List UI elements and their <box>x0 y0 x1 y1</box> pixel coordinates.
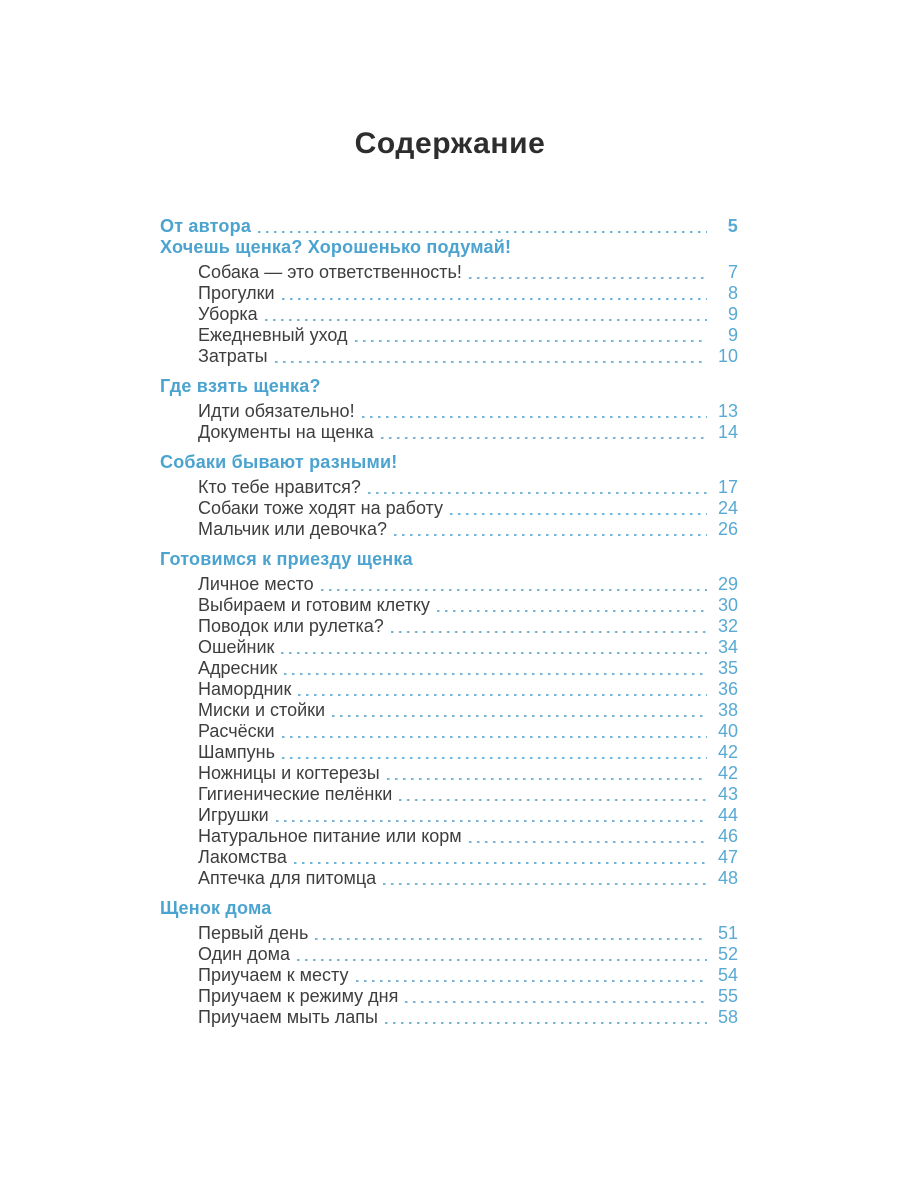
toc-section <box>160 376 738 443</box>
dot-leader <box>282 736 707 739</box>
page-number: 43 <box>717 784 738 804</box>
toc-entry <box>160 401 738 422</box>
page-number: 51 <box>717 923 738 943</box>
toc-entry-label: Шампунь <box>198 742 275 762</box>
page-number: 34 <box>717 637 738 657</box>
dot-leader <box>332 715 707 718</box>
section-title: Собаки бывают разными! <box>160 452 398 472</box>
page-number: 46 <box>717 826 738 846</box>
page-number: 44 <box>717 805 738 825</box>
toc-entry-label: Намордник <box>198 679 292 699</box>
page-number: 30 <box>717 595 738 615</box>
toc-entry <box>160 262 738 283</box>
toc-section-header <box>160 452 738 473</box>
dot-leader <box>298 694 707 697</box>
toc-list <box>160 216 738 1028</box>
page-number: 9 <box>727 304 738 324</box>
dot-leader <box>469 277 707 280</box>
dot-leader <box>450 513 707 516</box>
page-number: 14 <box>717 422 738 442</box>
toc-entry-label: Игрушки <box>198 805 269 825</box>
toc-entry-label: Ежедневный уход <box>198 325 348 345</box>
dot-leader <box>399 799 707 802</box>
dot-leader <box>284 673 707 676</box>
page-number: 5 <box>727 216 738 236</box>
toc-entry <box>160 477 738 498</box>
page-number: 13 <box>717 401 738 421</box>
dot-leader <box>281 652 707 655</box>
toc-section-header <box>160 376 738 397</box>
page-number: 42 <box>717 763 738 783</box>
toc-section-header <box>160 549 738 570</box>
dot-leader <box>265 319 707 322</box>
page-number: 10 <box>717 346 738 366</box>
page-number: 24 <box>717 498 738 518</box>
dot-leader <box>282 298 707 301</box>
toc-entry-label: Один дома <box>198 944 291 964</box>
dot-leader <box>469 841 707 844</box>
section-title: Где взять щенка? <box>160 376 321 396</box>
toc-entry <box>160 574 738 595</box>
toc-entry-label: Мальчик или девочка? <box>198 519 387 539</box>
toc-entry-label: Документы на щенка <box>198 422 374 442</box>
toc-entry <box>160 1007 738 1028</box>
page-number: 42 <box>717 742 738 762</box>
toc-entry <box>160 658 738 679</box>
toc-entry <box>160 616 738 637</box>
toc-entry <box>160 325 738 346</box>
dot-leader <box>362 416 707 419</box>
section-title: Готовимся к приезду щенка <box>160 549 413 569</box>
toc-entry-label: Ножницы и когтерезы <box>198 763 380 783</box>
toc-entry <box>160 868 738 889</box>
page-number: 7 <box>727 262 738 282</box>
toc-entry <box>160 346 738 367</box>
page-number: 38 <box>717 700 738 720</box>
page-title: Содержание <box>354 127 546 160</box>
toc-entry <box>160 679 738 700</box>
page-number: 58 <box>717 1007 738 1027</box>
toc-entry <box>160 721 738 742</box>
page-number: 36 <box>717 679 738 699</box>
toc-section <box>160 898 738 1028</box>
dot-leader <box>355 340 707 343</box>
dot-leader <box>258 231 707 234</box>
section-title: Щенок дома <box>160 898 272 918</box>
toc-entry <box>160 498 738 519</box>
dot-leader <box>394 534 707 537</box>
toc-entry <box>160 283 738 304</box>
dot-leader <box>294 862 707 865</box>
toc-entry-label: Первый день <box>198 923 309 943</box>
toc-entry <box>160 304 738 325</box>
dot-leader <box>437 610 707 613</box>
toc-entry <box>160 637 738 658</box>
dot-leader <box>275 361 707 364</box>
page-number: 26 <box>717 519 738 539</box>
toc-entry <box>160 923 738 944</box>
toc-section <box>160 452 738 540</box>
toc-entry-label: Натуральное питание или корм <box>198 826 462 846</box>
toc-entry-label: Идти обязательно! <box>198 401 355 421</box>
dot-leader <box>276 820 707 823</box>
page-number: 40 <box>717 721 738 741</box>
dot-leader <box>315 938 707 941</box>
dot-leader <box>297 959 707 962</box>
toc-entry-label: Уборка <box>198 304 258 324</box>
page-number: 8 <box>727 283 738 303</box>
toc-entry-label: Расчёски <box>198 721 275 741</box>
toc-entry-label: Гигиенические пелёнки <box>198 784 393 804</box>
toc-entry-label: Прогулки <box>198 283 275 303</box>
dot-leader <box>383 883 707 886</box>
toc-entry-label: Затраты <box>198 346 268 366</box>
toc-entry <box>160 742 738 763</box>
dot-leader <box>321 589 707 592</box>
toc-entry <box>160 944 738 965</box>
toc-section-header <box>160 216 738 237</box>
toc-entry-label: Лакомства <box>198 847 287 867</box>
toc-entry-label: Поводок или рулетка? <box>198 616 384 636</box>
toc-entry <box>160 763 738 784</box>
toc-entry <box>160 519 738 540</box>
dot-leader <box>385 1022 707 1025</box>
toc-entry-label: Собаки тоже ходят на работу <box>198 498 444 518</box>
toc-entry <box>160 422 738 443</box>
dot-leader <box>381 437 707 440</box>
toc-entry-label: Приучаем мыть лапы <box>198 1007 378 1027</box>
toc-entry <box>160 595 738 616</box>
toc-section <box>160 549 738 889</box>
toc-entry-label: Приучаем к режиму дня <box>198 986 399 1006</box>
page-number: 17 <box>717 477 738 497</box>
toc-entry-label: Миски и стойки <box>198 700 326 720</box>
page-number: 9 <box>727 325 738 345</box>
page-number: 29 <box>717 574 738 594</box>
section-title: Хочешь щенка? Хорошенько подумай! <box>160 237 512 257</box>
toc-entry-label: Ошейник <box>198 637 275 657</box>
toc-section <box>160 216 738 237</box>
page-number: 47 <box>717 847 738 867</box>
dot-leader <box>405 1001 707 1004</box>
toc-entry-label: Адресник <box>198 658 278 678</box>
dot-leader <box>387 778 707 781</box>
toc-entry-label: Выбираем и готовим клетку <box>198 595 430 615</box>
toc-entry <box>160 986 738 1007</box>
dot-leader <box>368 492 707 495</box>
toc-entry <box>160 965 738 986</box>
toc-entry-label: Кто тебе нравится? <box>198 477 361 497</box>
toc-entry-label: Приучаем к месту <box>198 965 349 985</box>
toc-section-header <box>160 898 738 919</box>
section-title: От автора <box>160 216 252 236</box>
page-number: 54 <box>717 965 738 985</box>
toc-entry <box>160 826 738 847</box>
toc-entry-label: Аптечка для питомца <box>198 868 377 888</box>
toc-section-header <box>160 237 738 258</box>
dot-leader <box>391 631 707 634</box>
page-number: 55 <box>717 986 738 1006</box>
page-number: 48 <box>717 868 738 888</box>
page-number: 52 <box>717 944 738 964</box>
toc-section <box>160 237 738 367</box>
toc-entry <box>160 805 738 826</box>
toc-entry <box>160 784 738 805</box>
toc-entry-label: Собака — это ответственность! <box>198 262 462 282</box>
page-number: 35 <box>717 658 738 678</box>
toc-entry-label: Личное место <box>198 574 314 594</box>
dot-leader <box>356 980 708 983</box>
toc-entry <box>160 847 738 868</box>
toc-entry <box>160 700 738 721</box>
dot-leader <box>282 757 707 760</box>
page-number: 32 <box>717 616 738 636</box>
